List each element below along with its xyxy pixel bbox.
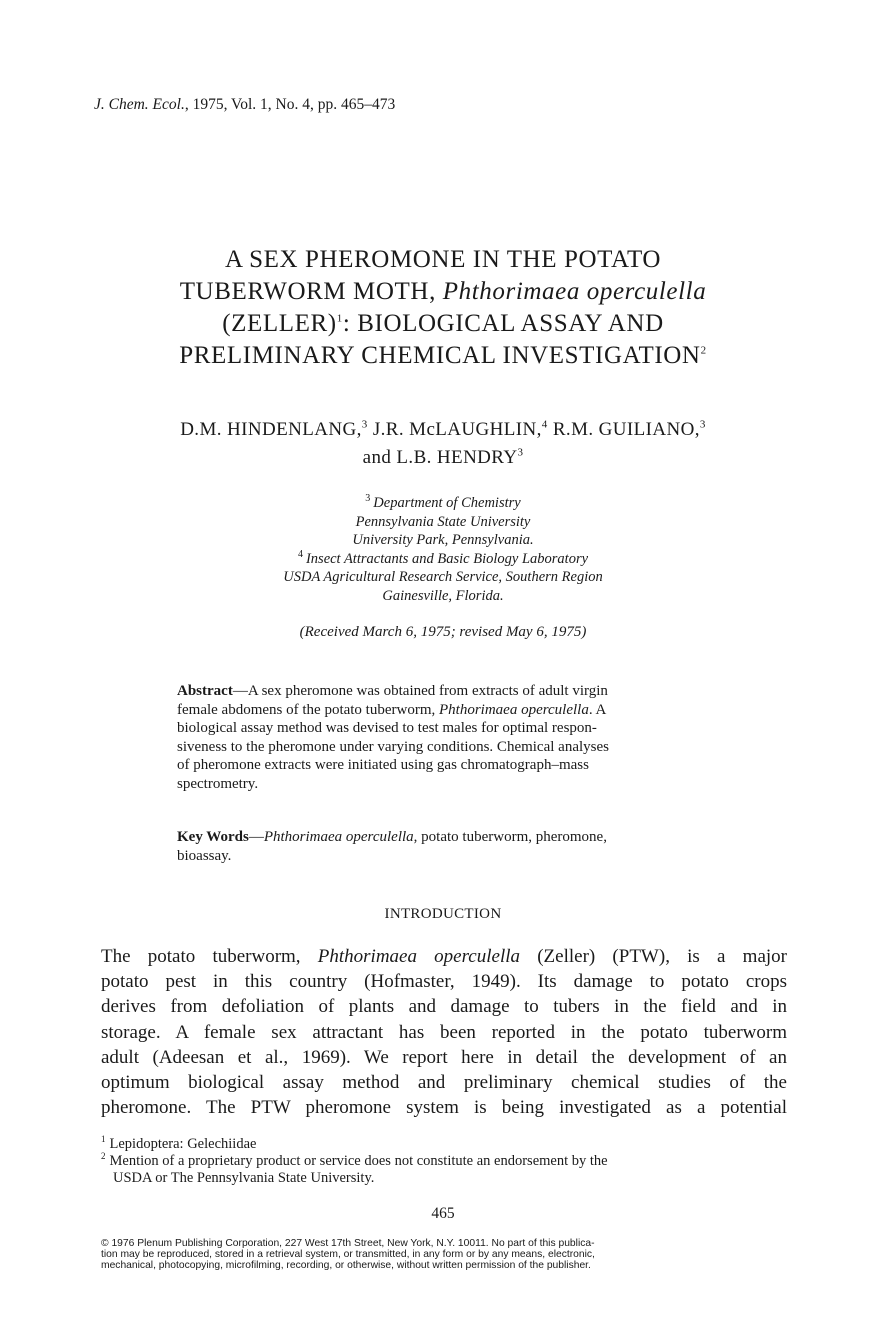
affiliation-place-1: University Park, Pennsylvania. <box>352 532 534 548</box>
copyright-notice <box>101 1238 789 1271</box>
affiliation-usda: USDA Agricultural Research Service, Southern Region <box>283 569 603 585</box>
copyright-line: mechanical, photocopying, microfilming, recording, or otherwise, without written permission of the publisher. <box>101 1260 591 1271</box>
page-number: 465 <box>431 1205 455 1222</box>
keywords-species: Phthorimaea operculella <box>263 829 414 845</box>
affiliation-mark: 3 <box>365 493 371 505</box>
footnotes <box>101 1136 787 1187</box>
abstract-line <box>177 701 722 720</box>
footnote-2 <box>101 1153 787 1170</box>
author-mclaughlin: J.R. McLAUGHLIN, <box>367 419 542 440</box>
received-dates: (Received March 6, 1975; revised May 6, 1975) <box>299 624 587 640</box>
body-line: potato pest in this country (Hofmaster, 1949). Its damage to potato crops <box>101 971 787 993</box>
footnote-ref-1: 1 <box>336 312 343 325</box>
copyright-line: © 1976 Plenum Publishing Corporation, 227 West 17th Street, New York, N.Y. 10011. No part of this publica- <box>101 1238 595 1249</box>
body-line: pheromone. The PTW pheromone system is being investigated as a potential <box>101 1097 787 1119</box>
keywords-line: bioassay. <box>177 847 232 864</box>
body-species: Phthorimaea operculella <box>317 946 521 967</box>
footnote-mark: 2 <box>101 1151 106 1162</box>
keywords-label: Key Words <box>177 829 249 845</box>
footnote-2-cont: USDA or The Pennsylvania State University. <box>113 1170 375 1186</box>
author-affiliation-mark: 3 <box>517 446 524 459</box>
journal-name: J. Chem. Ecol. <box>94 96 185 113</box>
body-line <box>101 944 787 969</box>
authors-line-1 <box>60 416 826 444</box>
journal-citation <box>94 96 395 114</box>
abstract-line: of pheromone extracts were initiated using gas chromatograph–mass <box>177 757 589 773</box>
abstract-label: Abstract <box>177 683 233 699</box>
title-text: : BIOLOGICAL ASSAY AND <box>342 310 664 337</box>
title-text: PRELIMINARY CHEMICAL INVESTIGATION <box>179 342 701 369</box>
abstract-species: Phthorimaea operculella <box>439 701 589 718</box>
abstract-text: female abdomens of the potato tuberworm, <box>177 701 440 718</box>
author-hindenlang: D.M. HINDENLANG, <box>180 419 362 440</box>
footnote-mark: 1 <box>101 1134 106 1145</box>
title-text: TUBERWORM MOTH, <box>179 278 443 305</box>
title-line-3 <box>80 308 806 340</box>
body-line: storage. A female sex attractant has been reported in the potato tuberworm <box>101 1021 787 1043</box>
footnote-ref-2: 2 <box>700 344 707 357</box>
keywords-dash: — <box>248 829 264 845</box>
body-text: (Zeller) (PTW), is a major <box>520 946 787 967</box>
affiliation-text: Department of Chemistry <box>373 495 521 511</box>
abstract-text: —A sex pheromone was obtained from extracts of adult virgin <box>232 683 608 699</box>
paper-title <box>80 244 806 372</box>
title-line-1: A SEX PHEROMONE IN THE POTATO <box>224 246 662 273</box>
abstract-line: siveness to the pheromone under varying conditions. Chemical analyses <box>177 738 609 755</box>
author-affiliation-mark: 3 <box>699 418 706 431</box>
body-line: derives from defoliation of plants and damage to tubers in the field and in <box>101 996 787 1018</box>
abstract-line: spectrometry. <box>177 775 259 792</box>
affiliation-dept <box>100 494 786 513</box>
affiliation-place-2: Gainesville, Florida. <box>382 587 504 604</box>
journal-volume-pages: , 1975, Vol. 1, No. 4, pp. 465–473 <box>184 96 396 113</box>
affiliation-univ: Pennsylvania State University <box>355 513 531 530</box>
abstract-text: . A <box>588 701 607 718</box>
author-list <box>60 416 826 472</box>
title-line-2 <box>80 276 806 308</box>
key-words <box>177 828 722 865</box>
abstract-line <box>177 682 722 701</box>
body-line: adult (Adeesan et al., 1969). We report here in detail the development of an <box>101 1046 787 1068</box>
affiliation-mark: 4 <box>297 548 303 560</box>
copyright-line: tion may be reproduced, stored in a retrieval system, or transmitted, in any form or by any means, electronic, <box>101 1249 595 1260</box>
authors-line-2 <box>60 444 826 472</box>
footnote-text: Mention of a proprietary product or service does not constitute an endorsement by the <box>109 1153 608 1169</box>
author-affiliation-mark: 3 <box>361 418 368 431</box>
title-line-4 <box>80 340 806 372</box>
body-line: optimum biological assay method and preliminary chemical studies of the <box>101 1072 787 1094</box>
title-species: Phthorimaea operculella <box>442 278 707 305</box>
author-hendry: and L.B. HENDRY <box>362 447 518 468</box>
author-affiliation-mark: 4 <box>541 418 548 431</box>
affiliation-lab <box>100 550 786 569</box>
footnote-text: Lepidoptera: Gelechiidae <box>109 1136 257 1152</box>
section-heading-introduction: INTRODUCTION <box>384 906 502 922</box>
introduction-body <box>101 944 787 1120</box>
title-text: (ZELLER) <box>222 310 337 337</box>
body-text: The potato tuberworm, <box>101 946 318 967</box>
keywords-text: , potato tuberworm, pheromone, <box>413 829 607 845</box>
affiliation-text: Insect Attractants and Basic Biology Laboratory <box>305 550 589 567</box>
affiliations <box>100 494 786 605</box>
footnote-1 <box>101 1136 787 1153</box>
author-guiliano: R.M. GUILIANO, <box>547 419 700 440</box>
keywords-line <box>177 828 722 847</box>
abstract <box>177 682 722 793</box>
abstract-line: biological assay method was devised to test males for optimal respon- <box>177 720 597 736</box>
